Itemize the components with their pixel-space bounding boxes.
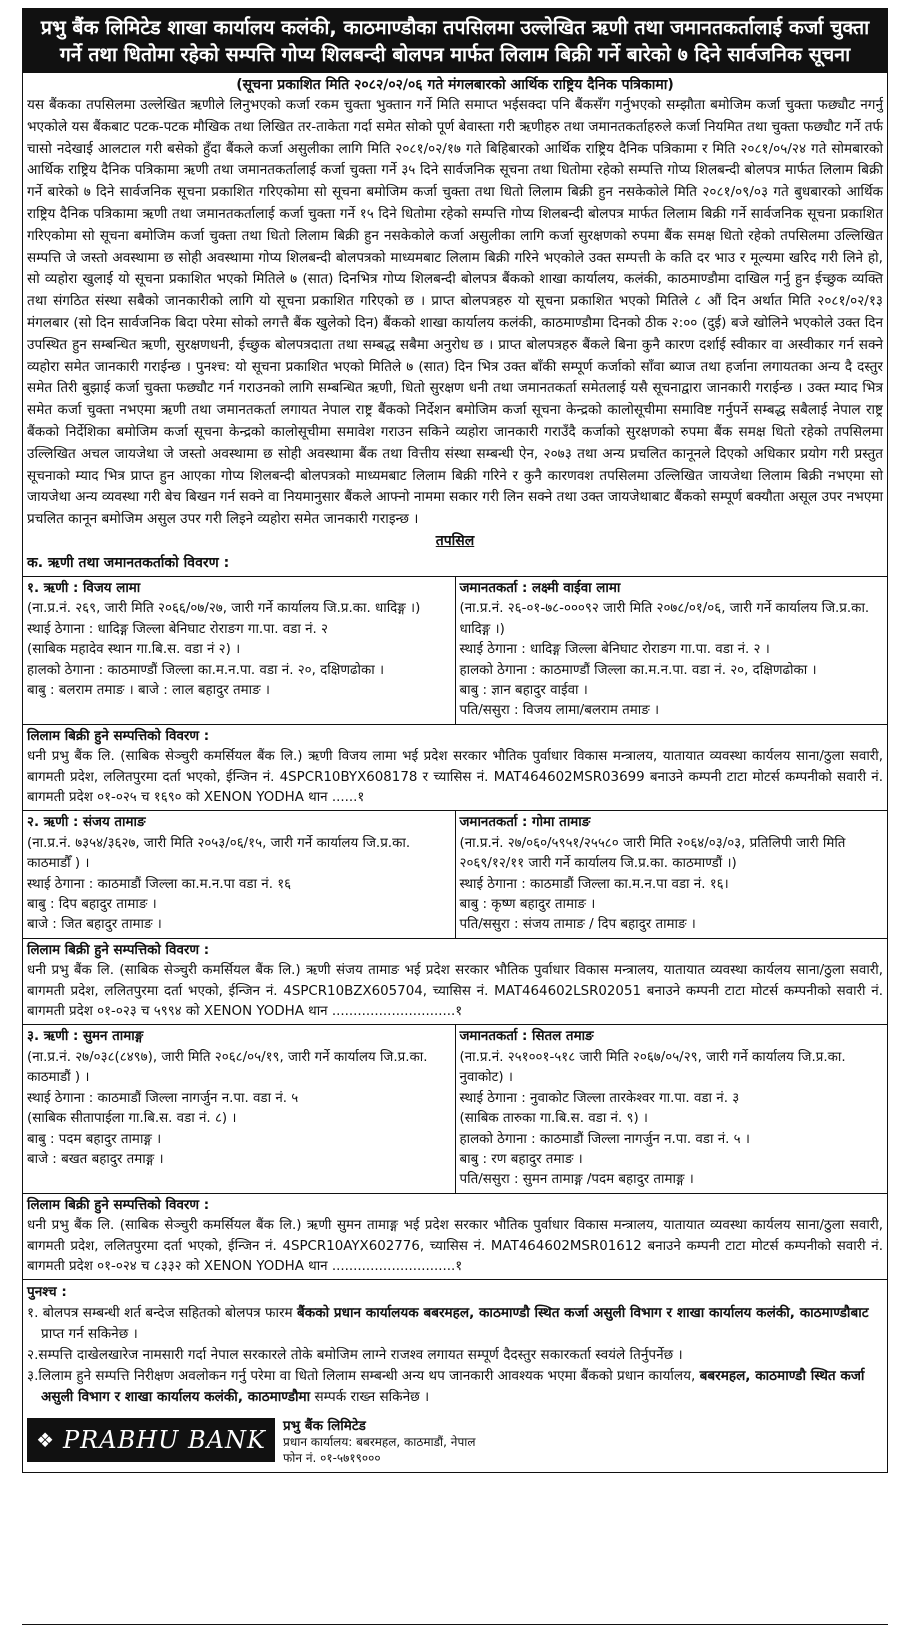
property-details: [23, 938, 887, 1025]
guarantor-heading: जमानतकर्ता : गोमा तामाङ: [459, 815, 591, 831]
logo-text: PRABHU BANK: [63, 1426, 266, 1455]
guarantor-detail-line: (ना.प्र.नं. २६-०१-७८-०००९२ जारी मिति २०७८/०१/०६, जारी गर्ने कार्यालय जि.प्र.का. धादिङ्ग ।): [459, 601, 870, 637]
guarantor-detail-line: पति/ससुरा : संजय तामाङ / दिप बहादुर तामाङ ।: [459, 917, 696, 933]
property-text: धनी प्रभु बैंक लि. (साबिक सेञ्चुरी कमर्सियल बैंक लि.) ऋणी सुमन तामाङ्ग भई प्रदेश सरकार भौतिक पुर्वाधार विकास मन्त्रालय, यातायात व्यवस्था कार्यलय साना/ठुला सवारी, बागमती प्रदेश, ललितपुरमा दर्ता भएको, ईन्जिन नं. 4SPCR10AYX602776, च्यासिस नं. MAT464602MSR01612 बनाउने कम्पनी टाटा मोटर्स कम्पनीको सवारी नं. बागमती प्रदेश ०१-०२४ च ८३३२ को XENON YODHA थान .............................१: [27, 1218, 883, 1274]
notes-heading: पुनश्च :: [27, 1284, 67, 1301]
bottom-rule: [22, 1624, 888, 1625]
note-item-3: [27, 1366, 883, 1408]
notes-section: [23, 1279, 887, 1410]
note-item-2: २.सम्पत्ति दाखेलखारेज नामसारी गर्दा नेपाल सरकारले तोके बमोजिम लाग्ने राजश्व लगायत सम्पूर्ण दैदस्तुर सकारकर्ता स्वयंले तिर्नुपर्नेछ ।: [27, 1347, 683, 1364]
note-3-post: सम्पर्क राख्न सकिनेछ ।: [310, 1389, 430, 1406]
guarantor-cell: [456, 811, 888, 937]
guarantor-detail-line: बाबु : रण बहादुर तमाङ ।: [459, 1151, 583, 1167]
footer: [23, 1410, 887, 1472]
borrower-blocks: [23, 576, 887, 1279]
borrower-row: [23, 1024, 887, 1192]
note-1-bold: बैंकको प्रधान कार्यालयक बबरमहल, काठमाण्डौ स्थित कर्जा असुली विभाग र शाखा कार्यालय कलंकी, काठमाण्डौबाट: [297, 1305, 869, 1322]
guarantor-cell: [456, 1025, 888, 1192]
borrower-heading: ३. ऋणी : सुमन तामाङ्ग: [27, 1029, 144, 1045]
guarantor-detail-line: हालको ठेगाना : काठमाण्डौं जिल्ला का.म.न.पा. वडा नं. २०, दक्षिणढोका ।: [459, 662, 817, 678]
property-heading: लिलाम बिक्री हुने सम्पत्तिको विवरण :: [27, 942, 210, 958]
note-item-1: [27, 1303, 883, 1345]
guarantor-detail-line: (ना.प्र.नं. २५१००१-५१८ जारी मिति २०६७/०५/२९, जारी गर्ने कार्यालय जि.प्र.का. नुवाकोट) ।: [459, 1049, 846, 1086]
notice-frame: [22, 73, 888, 1473]
guarantor-detail-line: बाबु : ज्ञान बहादुर वाईवा ।: [459, 682, 588, 698]
borrower-detail-line: (साबिक सीतापाईला गा.बि.स. वडा नं. ८) ।: [27, 1111, 237, 1127]
borrower-detail-line: बाजे : बखत बहादुर तमाङ्ग ।: [27, 1151, 164, 1167]
note-1-pre: १. बोलपत्र सम्बन्धी शर्त बन्देज सहितको बोलपत्र फारम: [27, 1305, 298, 1322]
borrower-row: [23, 576, 887, 724]
borrower-detail-line: (ना.प्र.नं. ७३५४/३६२७, जारी मिति २०५३/०६/१५, जारी गर्ने कार्यालय जि.प्र.का. काठमाडौँ ) ।: [27, 835, 411, 872]
guarantor-heading: जमानतकर्ता : सितल तमाङ: [459, 1029, 594, 1045]
borrower-cell: [23, 811, 456, 937]
guarantor-detail-line: स्थाई ठेगाना : नुवाकोट जिल्ला तारकेश्वर गा.पा. वडा नं. ३: [459, 1090, 740, 1106]
borrower-cell: [23, 1025, 456, 1192]
notice-subtitle: (सूचना प्रकाशित मिति २०८२/०२/०६ गते मंगलबारको आर्थिक राष्ट्रिय दैनिक पत्रिकामा): [236, 77, 674, 93]
guarantor-detail-line: हालको ठेगाना : काठमाडौं जिल्ला नागर्जुन न.पा. वडा नं. ५ ।: [459, 1131, 750, 1147]
property-details: [23, 724, 887, 811]
borrower-heading: २. ऋणी : संजय तामाङ: [27, 815, 146, 831]
bank-address: [275, 1418, 476, 1466]
bank-office: प्रधान कार्यालय: बबरमहल, काठमाडौं, नेपाल: [283, 1435, 476, 1450]
borrower-heading: १. ऋणी : विजय लामा: [27, 580, 141, 596]
bank-name: प्रभु बैंक लिमिटेड: [283, 1418, 366, 1435]
property-text: धनी प्रभु बैंक लि. (साबिक सेञ्चुरी कमर्सियल बैंक लि.) ऋणी संजय तामाङ भई प्रदेश सरकार भौतिक पुर्वाधार विकास मन्त्रालय, यातायात व्यवस्था कार्यलय साना/ठुला सवारी, बागमती प्रदेश, ललितपुरमा दर्ता भएको, ईन्जिन नं. 4SPCR10BZX605704, च्यासिस नं. MAT464602LSR02051 बनाउने कम्पनी टाटा मोटर्स कम्पनीको सवारी नं. बागमती प्रदेश ०१-०२३ च ५९९४ को XENON YODHA थान .............................१: [27, 963, 883, 1020]
borrower-cell: [23, 577, 456, 724]
tapasil-heading: तपसिल: [435, 532, 475, 549]
guarantor-detail-line: बाबु : कृष्ण बहादुर तामाङ ।: [459, 897, 596, 913]
guarantor-cell: [456, 577, 888, 724]
guarantor-detail-line: (ना.प्र.नं. २७/०६०/५९५१/२५५८० जारी मिति २०६४/०३/०३, प्रतिलिपी जारी मिति २०६९/१२/११ जारी गर्ने कार्यालय जि.प्र.का. काठमाण्डौं ।): [459, 835, 846, 872]
note-3-bold: बबरमहल, काठमाण्डौ स्थित कर्जा असुली विभाग र शाखा कार्यालय कलंकी, काठमाण्डौमा: [41, 1368, 865, 1406]
notice-body: यस बैंकका तपसिलमा उल्लेखित ऋणीले लिनुभएको कर्जा रकम चुक्ता भुक्तान गर्ने मिति समाप्त भईसक्दा पनि बैंकसँग गर्नुभएको सम्झौता बमोजिम कर्जा चुक्ता फछ्यौट नगर्नु भएकोले यस बैंकबाट पटक-पटक मौखिक तथा लिखित तर-ताकेता गर्दा समेत सोको पूर्ण बेवास्ता गरी ऋणीहरु तथा जमानतकर्ताहरुले कर्जा नियमित तथा चुक्ता फछ्यौट गर्ने तर्फ चासो नदेखाई आलटाल गरी बसेको हुँदा बैंकले कर्जा असुलीका लागि मिति २०८१/०२/१७ गते बिहिबारको आर्थिक राष्ट्रिय दैनिक पत्रिकामा र मिति २०८१/०५/२४ गते सोमबारको आर्थिक राष्ट्रिय दैनिक पत्रिकामा ऋणी तथा जमानतकर्तालाई कर्जा चुक्ता गर्ने ३५ दिने सार्वजनिक सूचना तथा धितोमा रहेको सम्पत्ति गोप्य शिलबन्दी बोलपत्र मार्फत लिलाम बिक्री गर्ने बारेको ७ दिने सार्वजनिक सूचना प्रकाशित गरिएकोमा सो सूचना बमोजिम कर्जा चुक्ता तथा धितो लिलाम बिक्री हुन नसकेकोले मिति २०८१/०९/०३ गते बुधबारको आर्थिक राष्ट्रिय दैनिक पत्रिकामा ऋणी तथा जमानतकर्तालाई कर्जा चुक्ता गर्ने १५ दिने धितोमा रहेको सम्पत्ति गोप्य शिलबन्दी बोलपत्र मार्फत लिलाम बिक्री गर्ने सार्वजनिक सूचना प्रकाशित गरिएकोमा सो सूचना बमोजिम कर्जा चुक्ता तथा धितो लिलाम बिक्री हुन नसकेकोले कर्जा असुलीका लागि कर्जा सुरक्षणको रुपमा बैंक समक्ष धितो रहेको तपसिलमा उल्लिखित सम्पत्ति जे जस्तो अवस्थामा छ सोही अवस्थामा गोप्य शिलबन्दी बोलपत्रको माध्यमबाट लिलाम बिक्री गरिने भएकोले उक्त सम्पत्ती के कति दर भाउ र मूल्यमा खरिद गरी लिने हो, सो व्यहोरा खुलाई यो सूचना प्रकाशित भएको मितिले ७ (सात) दिनभित्र गोप्य शिलबन्दी बोलपत्र बैंकको शाखा कार्यालय, कलंकी, काठमाण्डौमा दाखिल गर्नु हुन ईच्छुक व्यक्ति तथा संगठित संस्था सबैको जानकारीको लागि यो सूचना प्रकाशित गरिएको छ । प्राप्त बोलपत्रहरु यो सूचना प्रकाशित भएको मितिले ८ औं दिन अर्थात मिति २०८१/०२/१३ मंगलबार (सो दिन सार्वजनिक बिदा परेमा सोको लगत्तै बैंक खुलेको दिन) बैंकको शाखा कार्यालय कलंकी, काठमाण्डौमा दिनको ठीक २:०० (दुई) बजे खोलिने भएकोले उक्त दिन उपस्थित हुन सम्बन्धित ऋणी, सुरक्षणधनी, ईच्छुक बोलपत्रदाता तथा सम्बद्ध सबैमा अनुरोध छ । प्राप्त बोलपत्रहरु बैंकले बिना कुनै कारण दर्शाई स्वीकार वा अस्वीकार गर्न सक्ने व्यहोरा समेत जानकारी गराईन्छ । पुनश्च: यो सूचना प्रकाशित भएको मितिले ७ (सात) दिन भित्र उक्त बाँकी सम्पूर्ण कर्जाको साँवा ब्याज तथा हर्जाना लगायतका अन्य दै दस्तुर समेत तिरी बुझाई कर्जा चुक्ता फछ्यौट गर्न गराउनको लागि सम्बन्धित ऋणी, धितो सुरक्षण धनी तथा जमानतकर्ता समेतलाई यसै सूचनाद्वारा जानकारी गराईन्छ । उक्त म्याद भित्र समेत कर्जा चुक्ता नभएमा ऋणी तथा जमानतकर्ता लगायत नेपाल राष्ट्र बैंकको निर्देशन बमोजिम कर्जा सूचना केन्द्रको कालोसूचीमा समाविष्ट गर्नुपर्ने सम्बद्ध सबैलाई नेपाल राष्ट्र बैंकको निर्देशिका बमोजिम कर्जा सूचना केन्द्रको कालोसूचीमा समावेश गराउन सकिने व्यहोरा जानकारी गराउँदै कर्जाको सुरक्षणको रुपमा बैंक समक्ष धितो रहेको तपसिलमा उल्लिखित अचल जायजेथा जे जस्तो अवस्थामा छ सोही अवस्थामा बैंक तथा वित्तीय संस्था सम्बन्धी ऐन, २०७३ तथा अन्य प्रचलित कानूनले दिएको अधिकार प्रयोग गरी प्रस्तुत सूचनाको म्याद भित्र प्राप्त हुन आएका गोप्य शिलबन्दी बोलपत्रको माध्यमबाट लिलाम बिक्री गरिने र कुनै कारणवश तपसिलमा उल्लिखित जायजेथा लिलाम बिक्री नभएमा सो जायजेथा अन्य व्यवस्था गरी बेच बिखन गर्न सक्ने वा नियमानुसार बैंकले आफ्नो नाममा सकार गरी लिन सक्ने तथा उक्त जायजेथाबाट बैंकको सम्पूर्ण बक्यौता असूल उपर नभएमा प्रचलित कानून बमोजिम असुल उपर गरी लिइने व्यहोरा समेत जानकारी गराइन्छ ।: [27, 97, 883, 528]
property-text: धनी प्रभु बैंक लि. (साबिक सेञ्चुरी कमर्सियल बैंक लि.) ऋणी विजय लामा भई प्रदेश सरकार भौतिक पुर्वाधार विकास मन्त्रालय, यातायात व्यवस्था कार्यलय साना/ठुला सवारी, बागमती प्रदेश, ललितपुरमा दर्ता भएको, ईन्जिन नं. 4SPCR10BYX608178 र च्यासिस नं. MAT464602MSR03699 बनाउने कम्पनी टाटा मोटर्स कम्पनीको सवारी नं. बागमती प्रदेश ०१-०२५ च १६९० को XENON YODHA थान ......१: [27, 749, 883, 805]
guarantor-heading: जमानतकर्ता : लक्ष्मी वाईवा लामा: [459, 580, 621, 596]
property-heading: लिलाम बिक्री हुने सम्पत्तिको विवरण :: [27, 728, 210, 744]
borrower-detail-line: बाबु : दिप बहादुर तामाङ ।: [27, 897, 157, 913]
borrower-detail-line: स्थाई ठेगाना : काठमाडौं जिल्ला का.म.न.पा वडा नं. १६: [27, 876, 292, 892]
borrower-detail-line: स्थाई ठेगाना : काठमाडौं जिल्ला नागर्जुन न.पा. वडा नं. ५: [27, 1090, 299, 1106]
section-ka-heading: क. ऋणी तथा जमानतकर्ताको विवरण :: [27, 554, 230, 571]
notice: [22, 8, 888, 1473]
borrower-row: [23, 810, 887, 937]
property-heading: लिलाम बिक्री हुने सम्पत्तिको विवरण :: [27, 1197, 210, 1213]
prabhu-bank-logo: [27, 1418, 275, 1462]
borrower-detail-line: (ना.प्र.नं. २६९, जारी मिति २०६६/०७/२७, जारी गर्ने कार्यालय जि.प्र.का. धादिङ्ग ।): [27, 601, 421, 617]
borrower-detail-line: बाबु : बलराम तमाङ । बाजे : लाल बहादुर तमाङ ।: [27, 682, 270, 698]
borrower-detail-line: (ना.प्र.नं. २७/०३८(८४९७), जारी मिति २०६८/०५/१९, जारी गर्ने कार्यालय जि.प्र.का. काठमाडौं ) ।: [27, 1049, 428, 1086]
borrower-detail-line: स्थाई ठेगाना : धादिङ्ग जिल्ला बेनिघाट रोराङग गा.पा. वडा नं. २: [27, 621, 329, 637]
notice-title: प्रभु बैंक लिमिटेड शाखा कार्यालय कलंकी, काठमाण्डौका तपसिलमा उल्लेखित ऋणी तथा जमानतकर्तालाई कर्जा चुक्ता गर्ने तथा धितोमा रहेको सम्पत्ति गोप्य शिलबन्दी बोलपत्र मार्फत लिलाम बिक्री गर्ने बारेको ७ दिने सार्वजनिक सूचना: [22, 8, 888, 73]
borrower-detail-line: बाजे : जित बहादुर तामाङ ।: [27, 917, 162, 933]
borrower-detail-line: (साबिक महादेव स्थान गा.बि.स. वडा नं २) ।: [27, 642, 241, 658]
guarantor-detail-line: स्थाई ठेगाना : काठमाडौं जिल्ला का.म.न.पा वडा नं. १६।: [459, 876, 729, 892]
note-3-pre: ३.लिलाम हुने सम्पत्ति निरीक्षण अवलोकन गर्नु परेमा वा धितो लिलाम सम्बन्धी अन्य थप जानकारी आवश्यक भएमा बैंकको प्रधान कार्यालय,: [27, 1368, 700, 1385]
guarantor-detail-line: (साबिक तारुका गा.बि.स. वडा नं. ९) ।: [459, 1111, 649, 1127]
guarantor-detail-line: पति/ससुरा : विजय लामा/बलराम तमाङ ।: [459, 703, 660, 719]
bank-emblem-icon: ❖: [36, 1428, 56, 1453]
note-1-post: प्राप्त गर्न सकिनेछ ।: [41, 1326, 138, 1343]
property-details: [23, 1193, 887, 1280]
borrower-detail-line: बाबु : पदम बहादुर तामाङ्ग ।: [27, 1131, 162, 1147]
guarantor-detail-line: पति/ससुरा : सुमन तामाङ्ग /पदम बहादुर तामाङ्ग ।: [459, 1172, 694, 1188]
guarantor-detail-line: स्थाई ठेगाना : धादिङ्ग जिल्ला बेनिघाट रोराङग गा.पा. वडा नं. २ ।: [459, 642, 770, 658]
borrower-detail-line: हालको ठेगाना : काठमाण्डौं जिल्ला का.म.न.पा. वडा नं. २०, दक्षिणढोका ।: [27, 662, 385, 678]
bank-phone: फोन नं. ०१-५७१९०००: [283, 1451, 381, 1466]
